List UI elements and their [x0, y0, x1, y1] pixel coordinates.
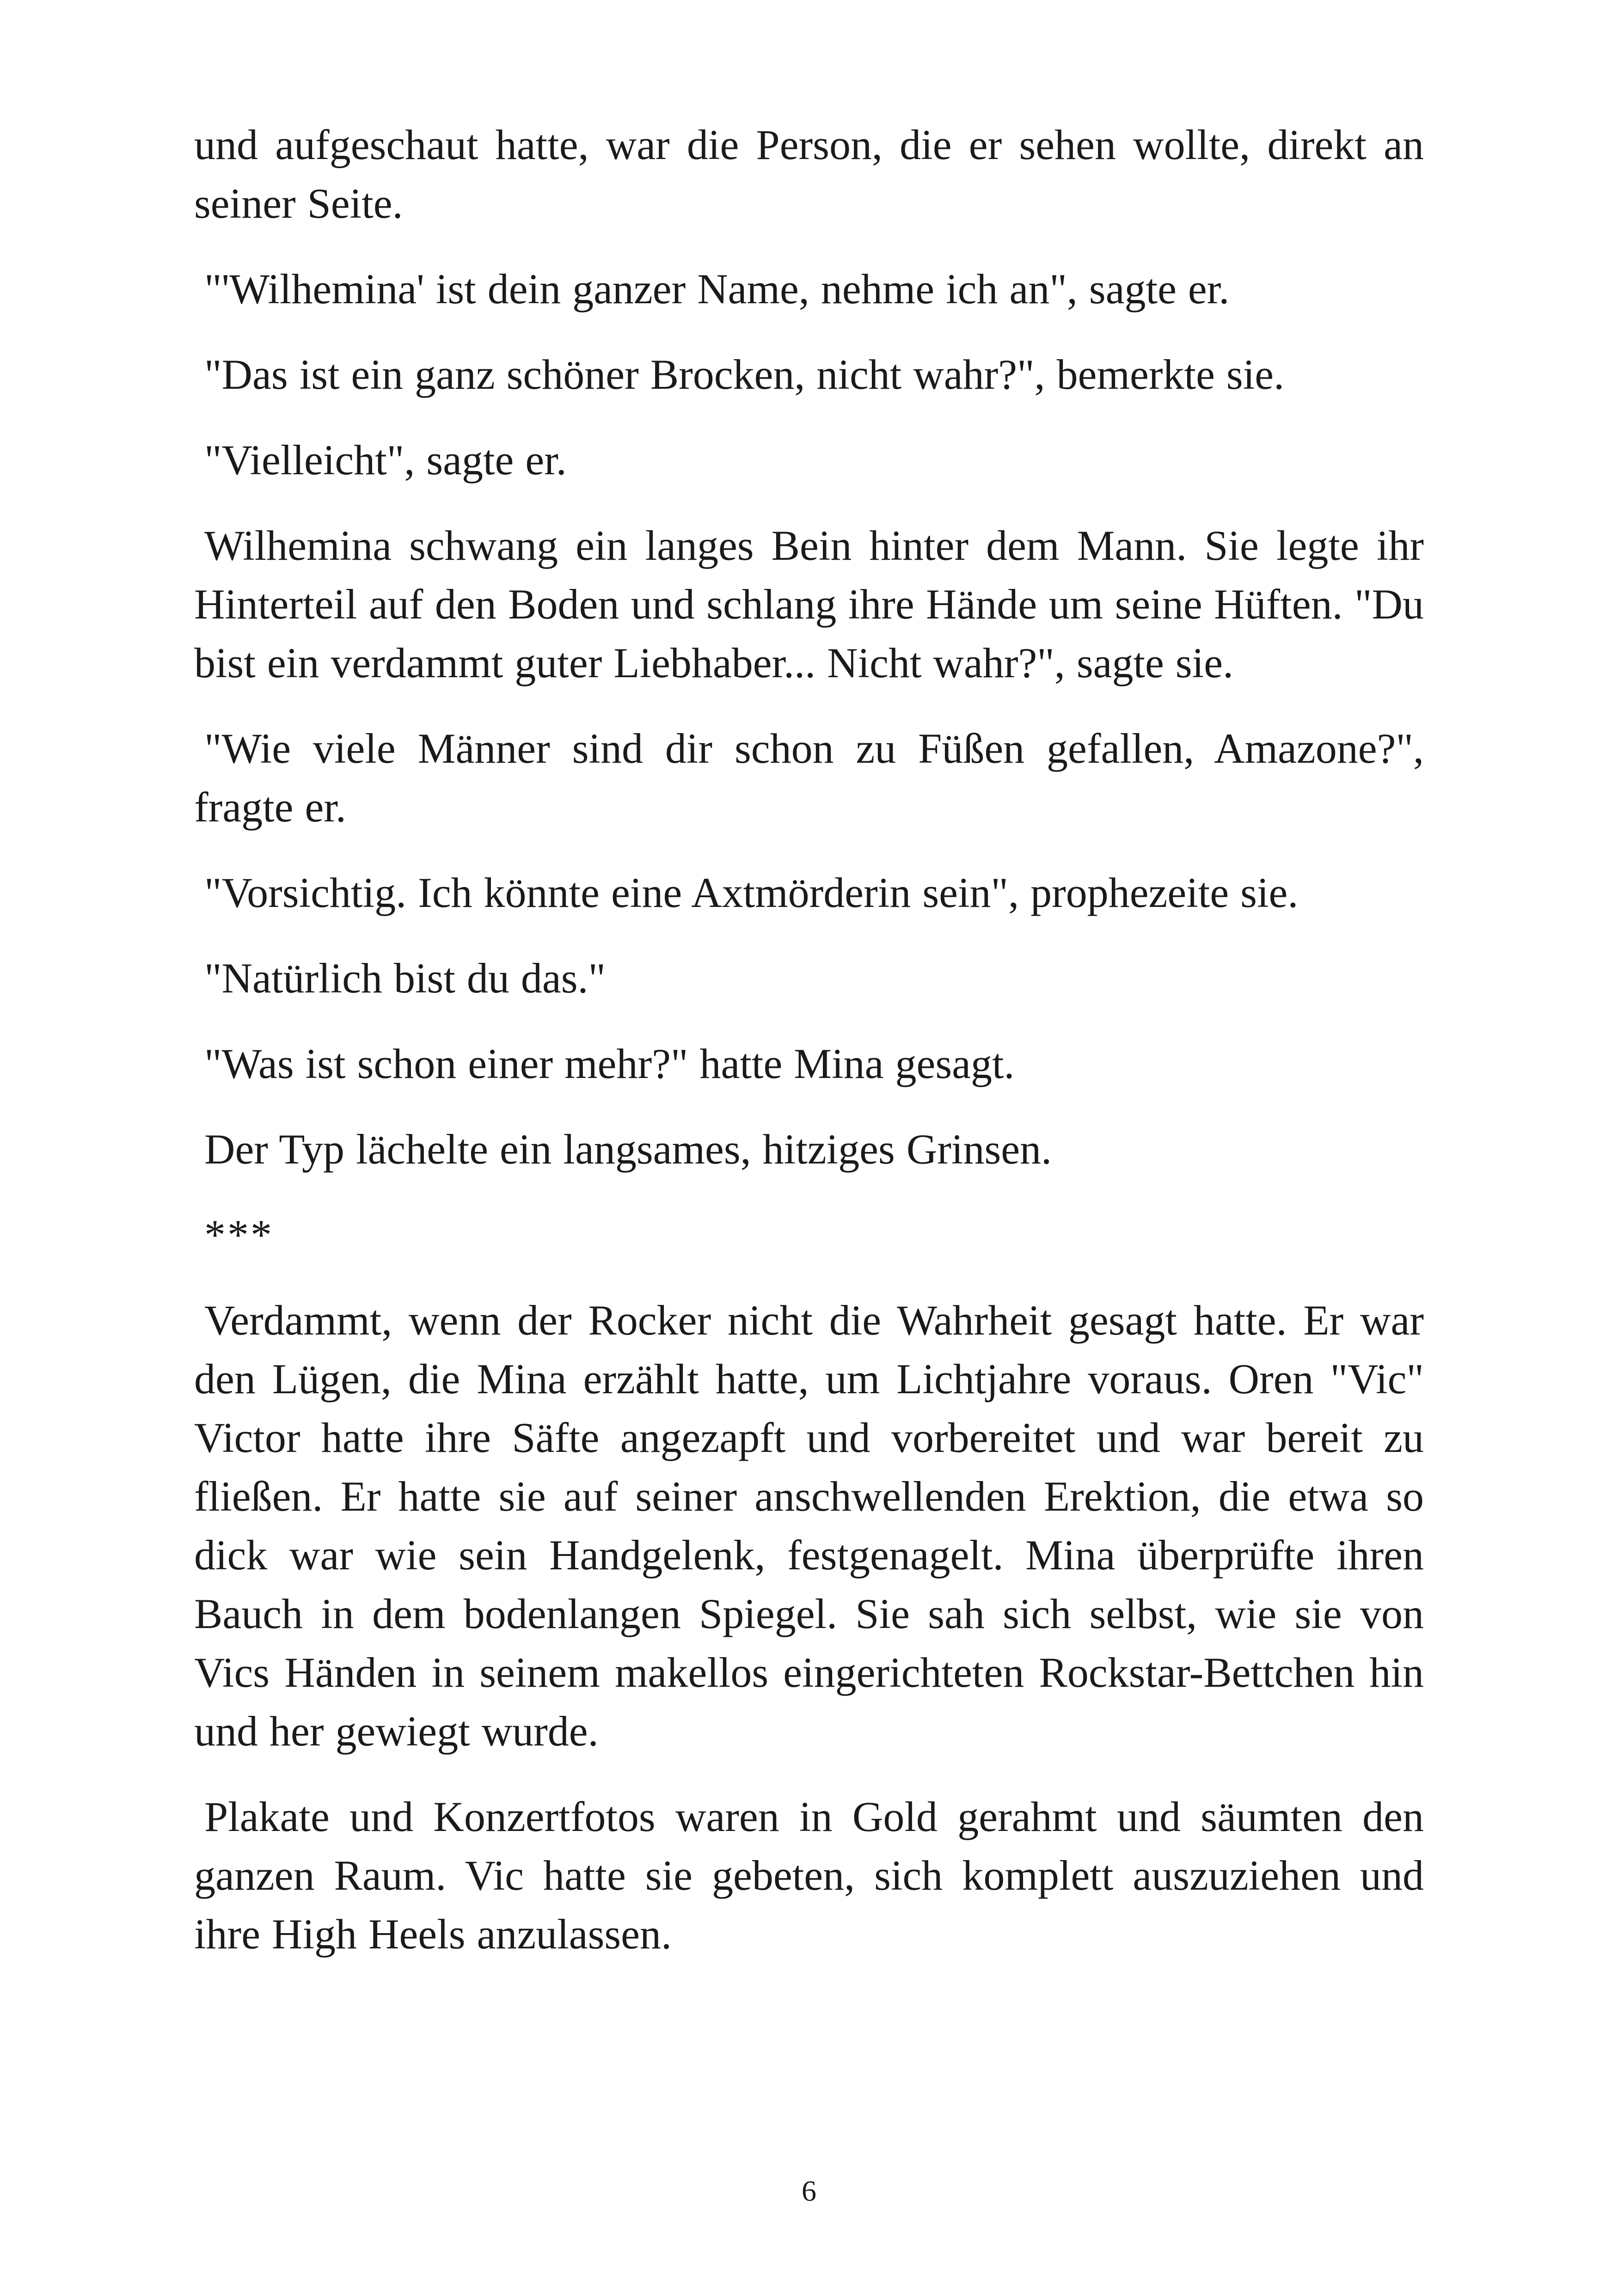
- paragraph: Verdammt, wenn der Rocker nicht die Wahrheit gesagt hatte. Er war den Lügen, die Mina erzählt hatte, um Lichtjahre voraus. Oren "Vic" Victor hatte ihre Säfte angezapft und vorbereitet und war bereit zu fließen. Er hatte sie auf seiner anschwellenden Erektion, die etwa so dick war wie sein Handgelenk, festgenagelt. Mina überprüfte ihren Bauch in dem bodenlangen Spiegel. Sie sah sich selbst, wie sie von Vics Händen in seinem makellos eingerichteten Rockstar-Bettchen hin und her gewiegt wurde.: [194, 1297, 1424, 1755]
- body-text: [194, 116, 1424, 1990]
- paragraph: "'Wilhemina' ist dein ganzer Name, nehme ich an", sagte er.: [204, 265, 1230, 312]
- scene-break: ***: [204, 1211, 274, 1258]
- paragraph: "Das ist ein ganz schöner Brocken, nicht wahr?", bemerkte sie.: [204, 351, 1285, 398]
- page-number: 6: [802, 2174, 816, 2207]
- paragraph: Der Typ lächelte ein langsames, hitziges Grinsen.: [204, 1126, 1052, 1173]
- paragraph: und aufgeschaut hatte, war die Person, die er sehen wollte, direkt an seiner Seite.: [194, 121, 1424, 227]
- paragraph: "Wie viele Männer sind dir schon zu Füßen gefallen, Amazone?", fragte er.: [194, 725, 1424, 831]
- paragraph: Plakate und Konzertfotos waren in Gold gerahmt und säumten den ganzen Raum. Vic hatte sie gebeten, sich komplett auszuziehen und ihre High Heels anzulassen.: [194, 1793, 1424, 1958]
- paragraph: "Natürlich bist du das.": [204, 955, 606, 1002]
- paragraph: "Vorsichtig. Ich könnte eine Axtmörderin sein", prophezeite sie.: [204, 869, 1299, 916]
- paragraph: Wilhemina schwang ein langes Bein hinter dem Mann. Sie legte ihr Hinterteil auf den Boden und schlang ihre Hände um seine Hüften. "Du bist ein verdammt guter Liebhaber... Nicht wahr?", sagte sie.: [194, 522, 1424, 686]
- paragraph: "Vielleicht", sagte er.: [204, 436, 567, 484]
- paragraph: "Was ist schon einer mehr?" hatte Mina gesagt.: [204, 1040, 1015, 1087]
